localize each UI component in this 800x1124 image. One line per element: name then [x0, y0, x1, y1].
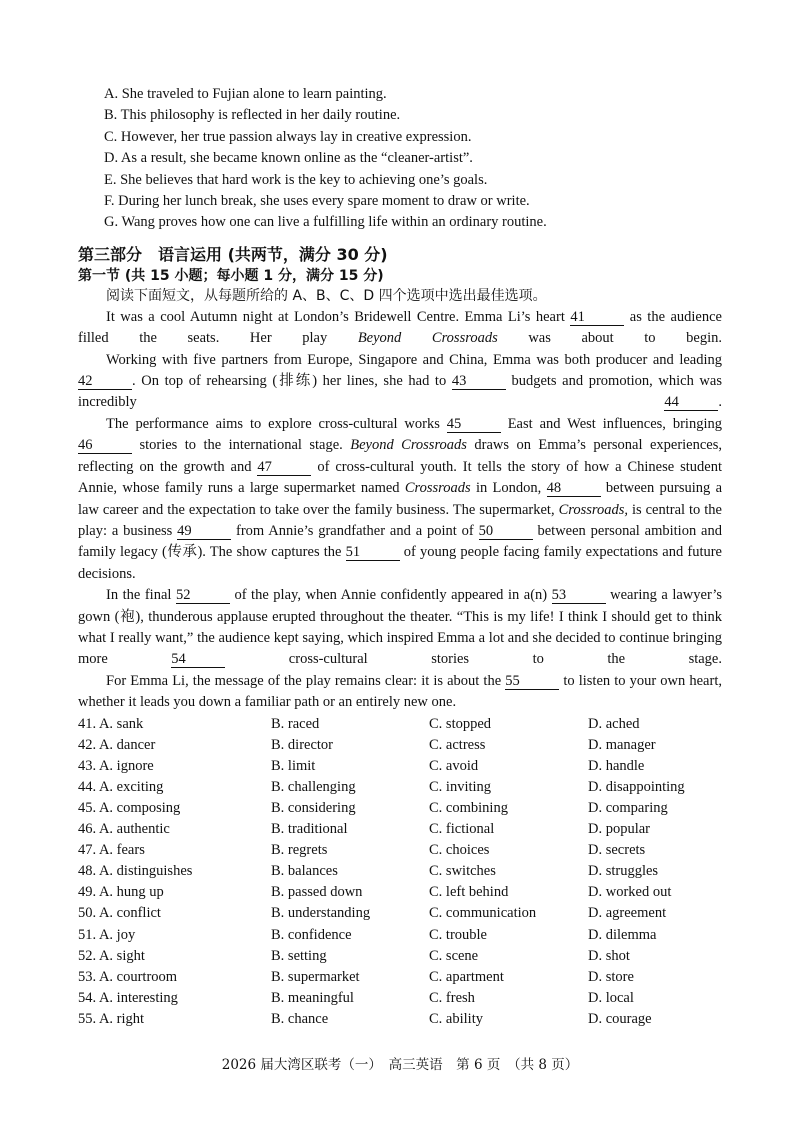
- choice-d: D. struggles: [588, 863, 659, 880]
- section-instruction: 阅读下面短文，从每题所给的 A、B、C、D 四个选项中选出最佳选项。: [106, 287, 547, 304]
- choice-b: B. limit: [271, 757, 316, 774]
- blank-43: 43: [452, 373, 506, 390]
- blank-49: 49: [177, 523, 231, 540]
- supermarket-name: Crossroads,: [558, 501, 628, 518]
- choice-c: C. switches: [429, 863, 496, 880]
- prev-options-list: [78, 84, 722, 234]
- choice-d: D. comparing: [588, 799, 668, 816]
- choice-b: B. setting: [271, 947, 327, 964]
- text: cross-cultural stories to the stage.: [225, 651, 722, 668]
- text: For Emma Li, the message of the play remains clear: it is about the: [106, 672, 506, 689]
- choice-d: D. local: [588, 989, 634, 1006]
- text: to listen to your own heart, whether it leads you down a familiar path or an entirely new one.: [78, 672, 722, 711]
- blank-48: 48: [547, 480, 601, 497]
- answer-choices: [78, 714, 722, 1030]
- choice-a: 52. A. sight: [78, 947, 145, 964]
- option-line: C. However, her true passion always lay in creative expression.: [104, 128, 472, 145]
- text: of cross-cultural youth. It tells the story of how a Chinese student Annie, whose family runs a large supermarket named: [78, 458, 723, 497]
- choice-b: B. regrets: [271, 842, 328, 859]
- choice-d: D. secrets: [588, 842, 646, 859]
- text: . On top of rehearsing (排练) her lines, she had to: [132, 373, 452, 390]
- blank-52: 52: [176, 587, 230, 604]
- choice-row: [78, 756, 722, 777]
- choice-a: 54. A. interesting: [78, 989, 178, 1006]
- choice-row: [78, 798, 722, 819]
- blank-44: 44: [664, 394, 718, 411]
- choice-c: C. trouble: [429, 926, 487, 943]
- text: draws on Emma’s personal experiences, reflecting on the growth and: [78, 437, 722, 475]
- choice-row: [78, 988, 722, 1009]
- paragraph-3: [78, 414, 722, 585]
- choice-a: 55. A. right: [78, 1010, 145, 1027]
- choice-b: B. challenging: [271, 778, 356, 795]
- choice-c: C. choices: [429, 842, 490, 859]
- text: stories to the international stage.: [132, 437, 351, 454]
- choice-d: D. manager: [588, 736, 656, 753]
- choice-a: 51. A. joy: [78, 926, 136, 943]
- choice-b: B. passed down: [271, 884, 363, 901]
- supermarket-name: Crossroads: [404, 480, 471, 497]
- choice-row: [78, 714, 722, 735]
- choice-d: D. disappointing: [588, 778, 685, 795]
- choice-d: D. shot: [588, 947, 630, 964]
- blank-47: 47: [257, 459, 311, 476]
- text: .: [718, 394, 722, 411]
- option-line: D. As a result, she became known online as the “cleaner-artist”.: [104, 150, 473, 167]
- choice-row: [78, 903, 722, 924]
- text: between personal ambition and family legacy (传承). The show captures the: [78, 522, 722, 561]
- choice-a: 43. A. ignore: [78, 757, 154, 774]
- choice-d: D. ached: [588, 715, 640, 732]
- play-title: Beyond Crossroads: [357, 330, 498, 347]
- text: from Annie’s grandfather and a point of: [231, 522, 479, 539]
- choice-c: C. stopped: [429, 715, 492, 732]
- option-line: E. She believes that hard work is the key to achieving one’s goals.: [104, 171, 488, 188]
- choice-b: B. traditional: [271, 821, 348, 838]
- paragraph-5: [78, 671, 722, 714]
- section-title: 第三部分 语言运用 (共两节，满分 30 分): [78, 244, 388, 264]
- choice-a: 46. A. authentic: [78, 821, 170, 838]
- choice-a: 45. A. composing: [78, 799, 181, 816]
- choice-b: B. confidence: [271, 926, 352, 943]
- text: In the final: [106, 587, 176, 604]
- choice-c: C. avoid: [429, 757, 479, 774]
- paragraph-1: [78, 307, 722, 350]
- choice-row: [78, 967, 722, 988]
- option-line: A. She traveled to Fujian alone to learn painting.: [104, 86, 387, 102]
- choice-row: [78, 882, 722, 903]
- choice-c: C. actress: [429, 736, 486, 753]
- choice-row: [78, 819, 722, 840]
- blank-42: 42: [78, 373, 132, 390]
- choice-d: D. handle: [588, 757, 645, 774]
- choice-d: D. popular: [588, 821, 651, 838]
- text: of young people facing family expectations and future decisions.: [78, 544, 722, 582]
- choice-c: C. combining: [429, 799, 508, 816]
- choice-row: [78, 777, 722, 798]
- choice-b: B. director: [271, 736, 334, 753]
- choice-c: C. inviting: [429, 778, 492, 795]
- choice-d: D. courage: [588, 1010, 652, 1027]
- passage: [78, 307, 722, 714]
- choice-a: 44. A. exciting: [78, 778, 164, 795]
- choice-d: D. dilemma: [588, 926, 657, 943]
- option-line: B. This philosophy is reflected in her daily routine.: [104, 107, 401, 124]
- text: budgets and promotion, which was incredibly: [78, 373, 722, 411]
- blank-45: 45: [447, 416, 501, 433]
- choice-row: [78, 861, 722, 882]
- paragraph-4: [78, 585, 722, 671]
- text: East and West influences, bringing: [500, 415, 722, 432]
- blank-54: 54: [171, 651, 225, 668]
- text: of the play, when Annie confidently appeared in a(n): [229, 587, 552, 604]
- choice-d: D. store: [588, 968, 634, 985]
- blank-51: 51: [346, 544, 400, 561]
- choice-row: [78, 1009, 722, 1030]
- choice-b: B. understanding: [271, 905, 371, 922]
- choice-a: 42. A. dancer: [78, 736, 156, 753]
- blank-50: 50: [479, 523, 533, 540]
- choice-b: B. considering: [271, 799, 356, 816]
- choice-b: B. chance: [271, 1010, 329, 1027]
- choice-c: C. scene: [429, 947, 479, 964]
- option-line: G. Wang proves how one can live a fulfilling life within an ordinary routine.: [104, 214, 547, 231]
- text: Working with five partners from Europe, Singapore and China, Emma was both producer and leading: [106, 351, 722, 368]
- choice-b: B. balances: [271, 863, 338, 880]
- text: is central to the play: a business: [78, 501, 722, 539]
- blank-41: 41: [570, 309, 624, 326]
- choice-a: 50. A. conflict: [78, 905, 161, 922]
- choice-c: C. ability: [429, 1010, 483, 1027]
- choice-a: 41. A. sank: [78, 715, 144, 732]
- text: It was a cool Autumn night at London’s Bridewell Centre. Emma Li’s heart: [106, 308, 571, 325]
- text: wearing a lawyer’s gown (袍), thunderous applause erupted throughout the theater. “This is my life! I think I should get to think what I really want,” the audience kept saying, which inspired Emma a lot and she decided to continue bringing more: [78, 587, 722, 668]
- choice-a: 53. A. courtroom: [78, 968, 178, 985]
- choice-c: C. apartment: [429, 968, 504, 985]
- choice-a: 47. A. fears: [78, 842, 145, 859]
- choice-row: [78, 946, 722, 967]
- play-title: Beyond Crossroads: [350, 437, 467, 454]
- page-footer: 2026 届大湾区联考（一） 高三英语 第 6 页 （共 8 页）: [221, 1057, 579, 1073]
- choice-a: 48. A. distinguishes: [78, 863, 193, 880]
- choice-c: C. fictional: [429, 821, 495, 838]
- text: in London,: [470, 480, 547, 497]
- choice-b: B. raced: [271, 715, 320, 732]
- blank-55: 55: [505, 673, 559, 690]
- choice-row: [78, 925, 722, 946]
- exam-page: [78, 84, 722, 1030]
- text: as the audience filled the seats. Her play: [78, 308, 722, 347]
- text: The performance aims to explore cross-cultural works: [106, 415, 447, 432]
- section-subtitle: 第一节 (共 15 小题；每小题 1 分，满分 15 分): [78, 267, 384, 284]
- blank-46: 46: [78, 437, 132, 454]
- choice-b: B. supermarket: [271, 968, 360, 985]
- blank-53: 53: [552, 587, 606, 604]
- text: was about to begin.: [497, 330, 722, 347]
- choice-row: [78, 735, 722, 756]
- choice-d: D. worked out: [588, 884, 672, 901]
- choice-d: D. agreement: [588, 905, 667, 922]
- choice-a: 49. A. hung up: [78, 884, 164, 901]
- choice-c: C. fresh: [429, 989, 475, 1006]
- option-line: F. During her lunch break, she uses every spare moment to draw or write.: [104, 193, 530, 210]
- choice-c: C. communication: [429, 905, 537, 922]
- choice-b: B. meaningful: [271, 989, 354, 1006]
- choice-c: C. left behind: [429, 884, 509, 901]
- paragraph-2: [78, 350, 722, 414]
- text: between pursuing a law career and the expectation to take over the family business. The supermarket,: [78, 480, 723, 518]
- choice-row: [78, 840, 722, 861]
